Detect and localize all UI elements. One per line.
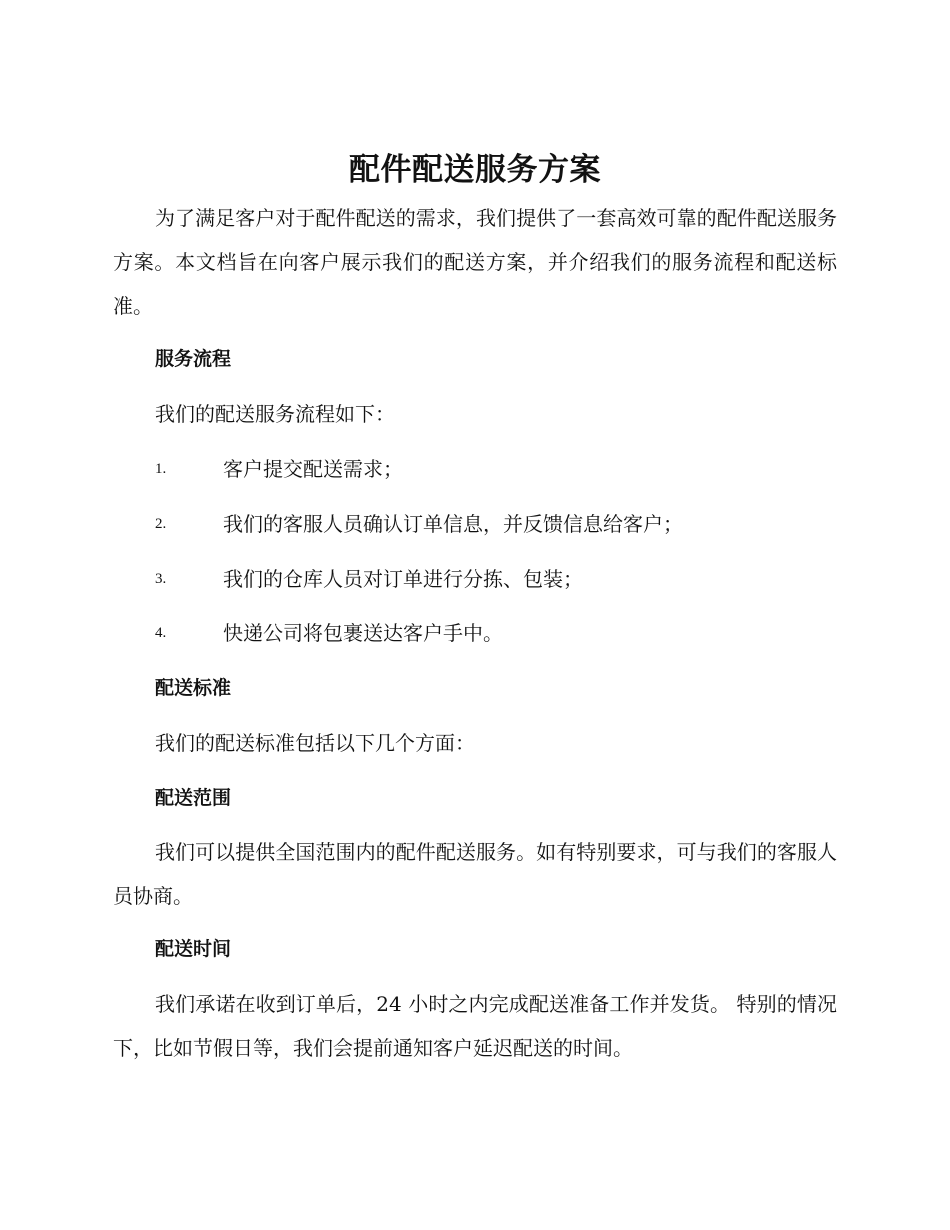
range-paragraph: 我们可以提供全国范围内的配件配送服务。如有特别要求，可与我们的客服人员协商。 [113,840,837,908]
list-item [155,453,855,485]
list-item [155,617,855,649]
document-title: 配件配送服务方案 [349,152,601,188]
list-item-number: 1. [155,461,167,477]
process-lead-text: 我们的配送服务流程如下： [155,402,395,426]
list-item [155,508,855,540]
list-item-text: 我们的仓库人员对订单进行分拣、包装； [223,567,583,591]
list-item-text: 客户提交配送需求； [223,457,403,481]
standard-lead-text: 我们的配送标准包括以下几个方面： [155,731,475,755]
list-item-number: 4. [155,625,167,641]
list-item [155,563,855,595]
intro-paragraph: 为了满足客户对于配件配送的需求，我们提供了一套高效可靠的配件配送服务方案。本文档旨在向客户展示我们的配送方案，并介绍我们的服务流程和配送标准。 [113,206,837,318]
section-heading-process: 服务流程 [155,348,232,370]
section-heading-time: 配送时间 [155,938,232,960]
list-item-number: 2. [155,516,167,532]
list-item-text: 快递公司将包裹送达客户手中。 [223,621,503,645]
time-paragraph: 我们承诺在收到订单后，24 小时之内完成配送准备工作并发货。 特别的情况下，比如节假日等，我们会提前通知客户延迟配送的时间。 [113,992,837,1060]
list-item-number: 3. [155,571,167,587]
section-heading-standard: 配送标准 [155,677,232,699]
section-heading-range: 配送范围 [155,787,232,809]
list-item-text: 我们的客服人员确认订单信息，并反馈信息给客户； [223,512,683,536]
